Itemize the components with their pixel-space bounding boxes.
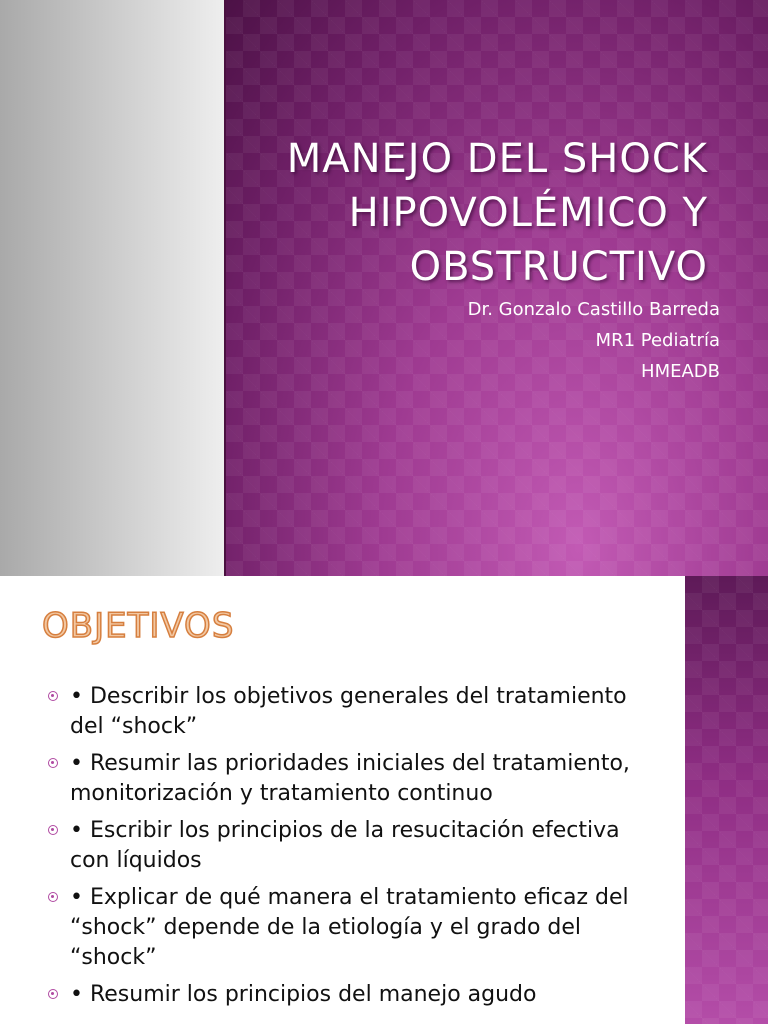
list-item — [46, 816, 646, 876]
slide-subtitle — [320, 294, 720, 387]
list-item-text: • Describir los objetivos generales del tratamiento del “shock” — [70, 684, 627, 739]
slide-title-line: OBSTRUCTIVO — [409, 244, 708, 290]
list-item-text: • Escribir los principios de la resucitación efectiva con líquidos — [70, 818, 620, 873]
list-item — [46, 749, 646, 809]
author-role: MR1 Pediatría — [595, 330, 720, 351]
circle-dot-bullet-icon — [48, 989, 58, 999]
objectives-slide — [0, 576, 768, 1024]
list-item-text: • Resumir las prioridades iniciales del tratamiento, monitorización y tratamiento continuo — [70, 751, 630, 806]
list-item-text: • Explicar de qué manera el tratamiento eficaz del “shock” depende de la etiología y el grado del “shock” — [70, 885, 629, 970]
circle-dot-bullet-icon — [48, 892, 58, 902]
list-item — [46, 682, 646, 742]
objectives-list — [46, 682, 646, 1017]
objectives-heading: OBJETIVOS — [42, 606, 235, 646]
circle-dot-bullet-icon — [48, 758, 58, 768]
circle-dot-bullet-icon — [48, 691, 58, 701]
list-item-text: • Resumir los principios del manejo agudo — [70, 982, 537, 1007]
circle-dot-bullet-icon — [48, 825, 58, 835]
slide-title-line: MANEJO DEL SHOCK — [286, 136, 708, 182]
list-item — [46, 980, 646, 1010]
slide-title — [248, 132, 708, 294]
author-institution: HMEADB — [641, 361, 720, 382]
author-name: Dr. Gonzalo Castillo Barreda — [467, 299, 720, 320]
grey-gradient-panel — [0, 0, 224, 576]
list-item — [46, 883, 646, 973]
purple-side-band — [685, 576, 768, 1024]
slide-title-line: HIPOVOLÉMICO Y — [348, 190, 708, 236]
